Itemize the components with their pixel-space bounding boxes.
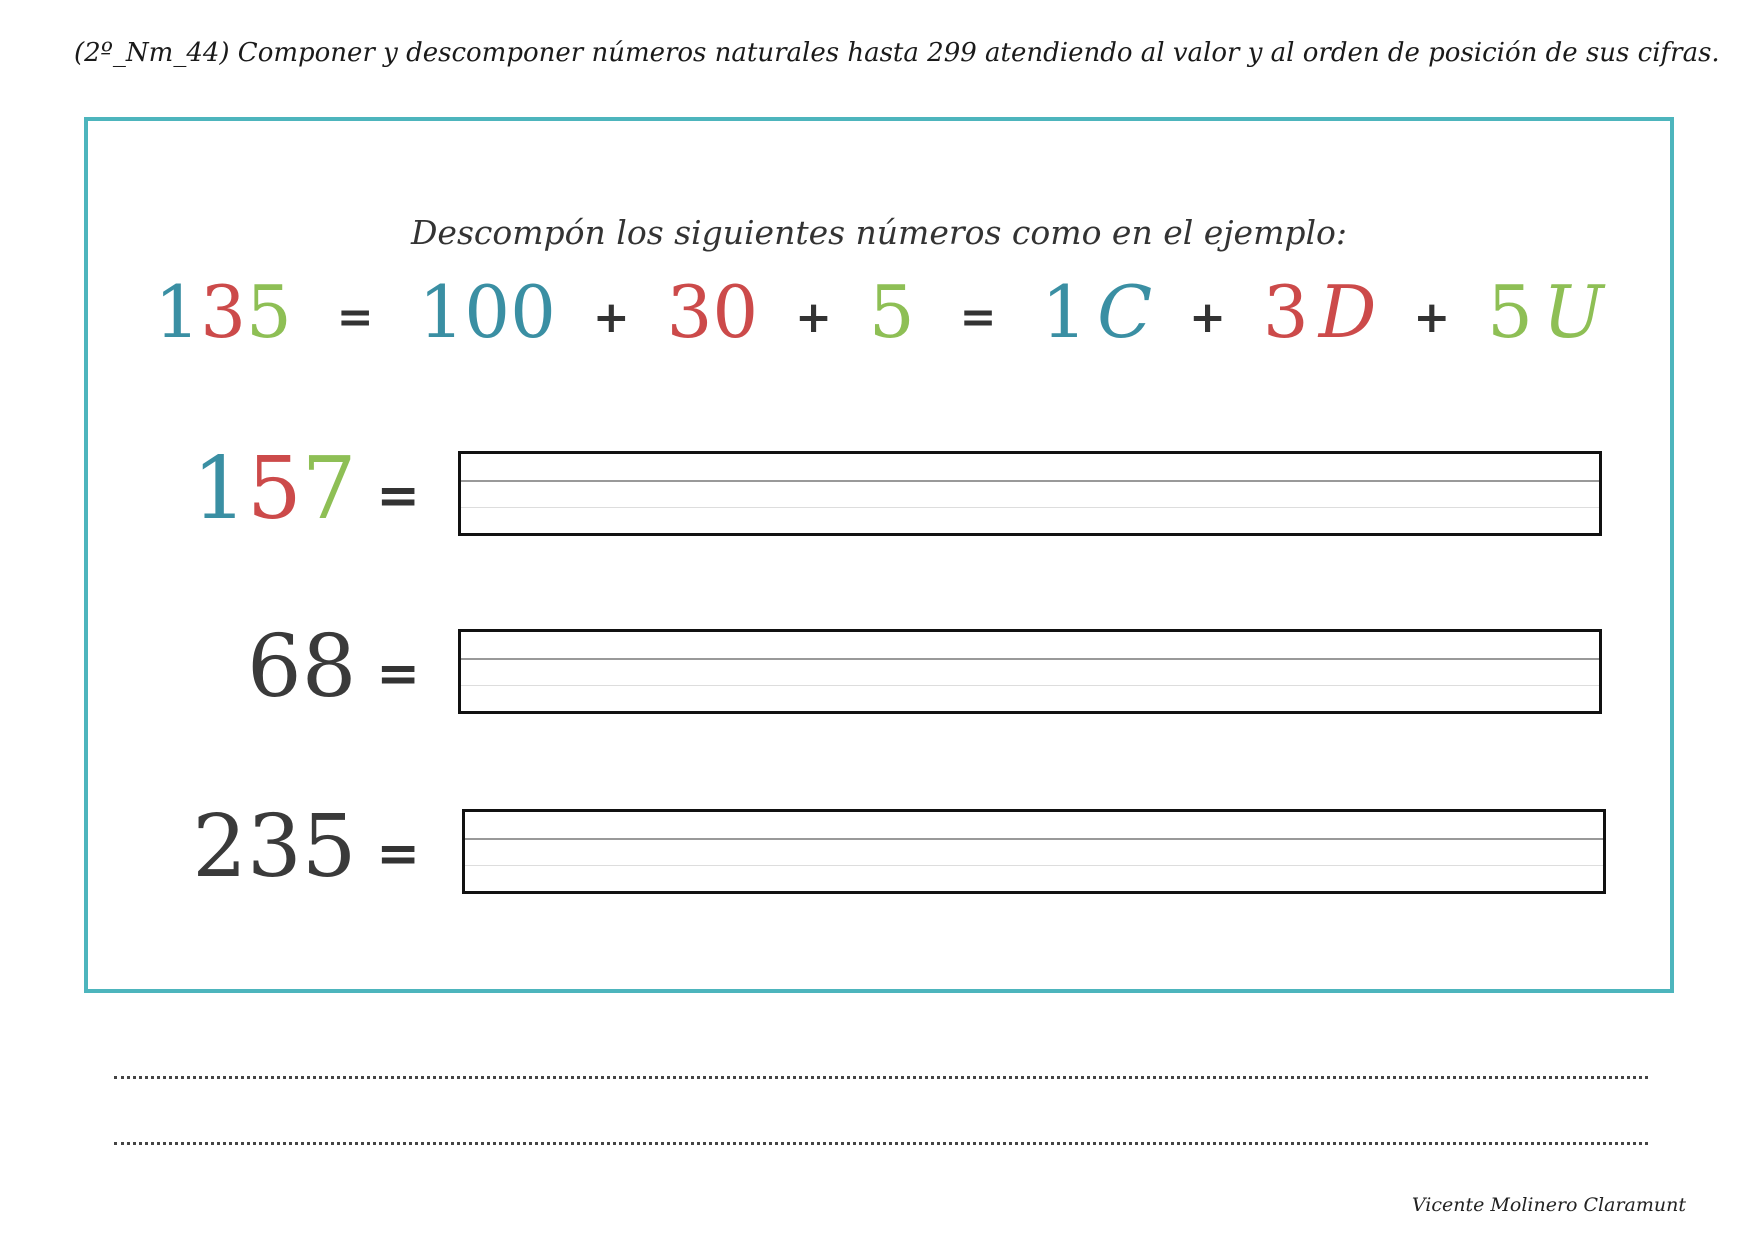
exercise-1-units-digit: 7 (301, 439, 357, 539)
example-units-value: 5 (868, 270, 915, 354)
writing-guide-line (461, 480, 1599, 482)
page-header: (2º_Nm_44) Componer y descomponer números naturales hasta 299 atendiendo al valor y al orden de posición de sus cifras. (74, 38, 1720, 68)
exercise-frame (84, 117, 1674, 993)
exercise-row-3 (88, 797, 1670, 899)
writing-guide-line (461, 658, 1599, 660)
exercise-number-3 (192, 797, 420, 897)
example-units-count: 5 (1487, 270, 1533, 354)
example-units-letter: U (1542, 270, 1604, 354)
plus-sign: + (795, 292, 832, 343)
exercise-row-2 (88, 617, 1670, 719)
equals-sign: = (376, 643, 420, 704)
example-tens-digit: 3 (200, 270, 247, 354)
exercise-1-hundreds-digit: 1 (192, 439, 247, 539)
equals-sign: = (376, 823, 420, 884)
plus-sign: + (592, 292, 630, 343)
example-hundreds-count: 1 (1041, 270, 1088, 354)
equals-sign: = (336, 292, 374, 343)
answer-box-3[interactable] (462, 809, 1606, 894)
equals-sign: = (376, 465, 420, 526)
example-tens-letter: D (1318, 270, 1377, 354)
example-hundreds-digit: 1 (154, 270, 201, 354)
writing-guide-line (465, 838, 1603, 840)
example-hundreds-value: 100 (418, 270, 556, 354)
equals-sign: = (959, 292, 997, 343)
dotted-answer-line-1[interactable] (114, 1076, 1648, 1079)
plus-sign: + (1189, 292, 1226, 343)
instruction-text: Descompón los siguientes números como en el ejemplo: (410, 213, 1348, 252)
exercise-row-1 (88, 439, 1670, 541)
example-equation (88, 270, 1670, 354)
example-tens-value: 30 (666, 270, 759, 354)
dotted-answer-line-2[interactable] (114, 1142, 1648, 1145)
writing-guide-line (461, 507, 1599, 508)
example-number (154, 270, 292, 354)
exercise-1-tens-digit: 5 (246, 439, 302, 539)
exercise-number-2 (246, 617, 420, 717)
example-hundreds-letter: C (1097, 270, 1153, 354)
plus-sign: + (1413, 292, 1451, 343)
example-units-digit: 5 (246, 270, 292, 354)
example-tens-count: 3 (1262, 270, 1309, 354)
answer-box-1[interactable] (458, 451, 1602, 536)
exercise-2-number: 68 (246, 617, 357, 717)
exercise-number-1 (192, 439, 420, 539)
writing-guide-line (461, 685, 1599, 686)
exercise-3-number: 235 (192, 797, 357, 897)
answer-box-2[interactable] (458, 629, 1602, 714)
author-credit: Vicente Molinero Claramunt (1411, 1194, 1686, 1216)
writing-guide-line (465, 865, 1603, 866)
